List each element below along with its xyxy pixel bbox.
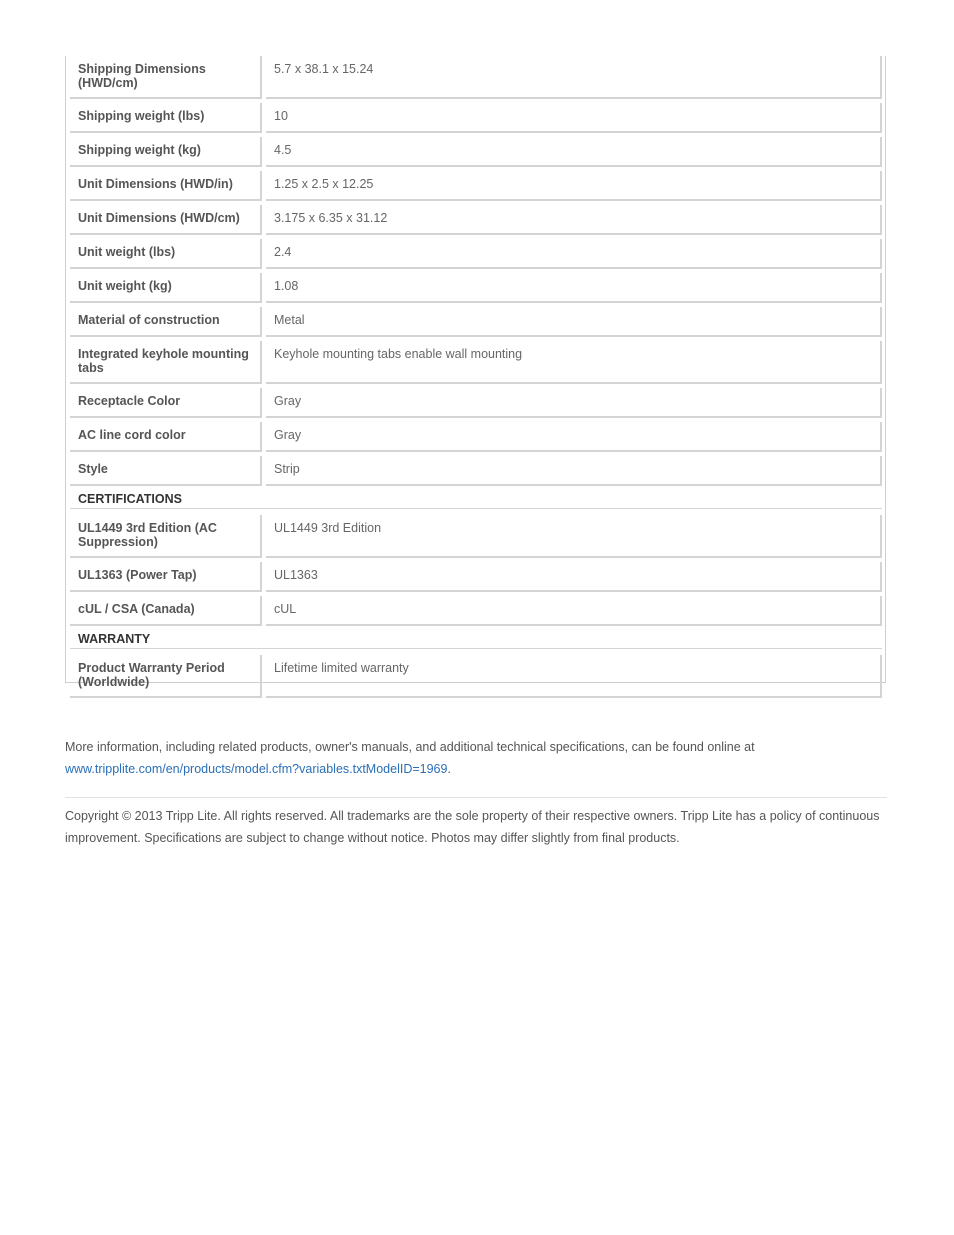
spec-label: Product Warranty Period (Worldwide) [70,655,262,698]
spec-label: Shipping weight (lbs) [70,103,262,133]
spec-label: Style [70,456,262,486]
spec-row [70,103,882,133]
spec-value: Keyhole mounting tabs enable wall mounting [266,341,882,384]
spec-row [70,562,882,592]
spec-value: Lifetime limited warranty [266,655,882,698]
more-info-paragraph [65,736,887,780]
spec-label: Integrated keyhole mounting tabs [70,341,262,384]
spec-label: Unit weight (kg) [70,273,262,303]
spec-value: 1.08 [266,273,882,303]
copyright-notice: Copyright © 2013 Tripp Lite. All rights reserved. All trademarks are the sole property of their respective owners. Tripp Lite has a policy of continuous improvement. Specifications are subject to change without notice. Photos may differ slightly from final products. [65,809,880,845]
spec-label: Material of construction [70,307,262,337]
spec-label: Shipping weight (kg) [70,137,262,167]
spec-row [70,422,882,452]
spec-row [70,655,882,698]
product-page-link[interactable]: www.tripplite.com/en/products/model.cfm?variables.txtModelID=1969 [65,762,448,776]
section-header-certifications: CERTIFICATIONS [70,488,882,509]
spec-value: Metal [266,307,882,337]
spec-value: 10 [266,103,882,133]
spec-value: 4.5 [266,137,882,167]
spec-value: UL1363 [266,562,882,592]
spec-value: 5.7 x 38.1 x 15.24 [266,56,882,99]
more-info-text: More information, including related products, owner's manuals, and additional technical specifications, can be found online at [65,740,755,754]
footer-divider [65,797,887,798]
spec-label: AC line cord color [70,422,262,452]
spec-value: 1.25 x 2.5 x 12.25 [266,171,882,201]
spec-row [70,456,882,486]
spec-label: Unit Dimensions (HWD/cm) [70,205,262,235]
spec-row [70,137,882,167]
spec-row [70,171,882,201]
spec-row [70,239,882,269]
spec-label: Unit Dimensions (HWD/in) [70,171,262,201]
spec-label: Receptacle Color [70,388,262,418]
spec-label: Shipping Dimensions (HWD/cm) [70,56,262,99]
spec-label: cUL / CSA (Canada) [70,596,262,626]
spec-row [70,307,882,337]
spec-row [70,515,882,558]
spec-table [70,56,882,702]
spec-value: cUL [266,596,882,626]
spec-value: Strip [266,456,882,486]
spec-label: UL1449 3rd Edition (AC Suppression) [70,515,262,558]
spec-row [70,341,882,384]
more-info-period: . [447,762,451,776]
spec-row [70,205,882,235]
spec-row [70,388,882,418]
spec-value: Gray [266,422,882,452]
spec-label: UL1363 (Power Tap) [70,562,262,592]
spec-value: Gray [266,388,882,418]
spec-row [70,56,882,99]
spec-value: UL1449 3rd Edition [266,515,882,558]
spec-row [70,596,882,626]
spec-row [70,273,882,303]
spec-value: 3.175 x 6.35 x 31.12 [266,205,882,235]
spec-label: Unit weight (lbs) [70,239,262,269]
spec-value: 2.4 [266,239,882,269]
section-header-warranty: WARRANTY [70,628,882,649]
